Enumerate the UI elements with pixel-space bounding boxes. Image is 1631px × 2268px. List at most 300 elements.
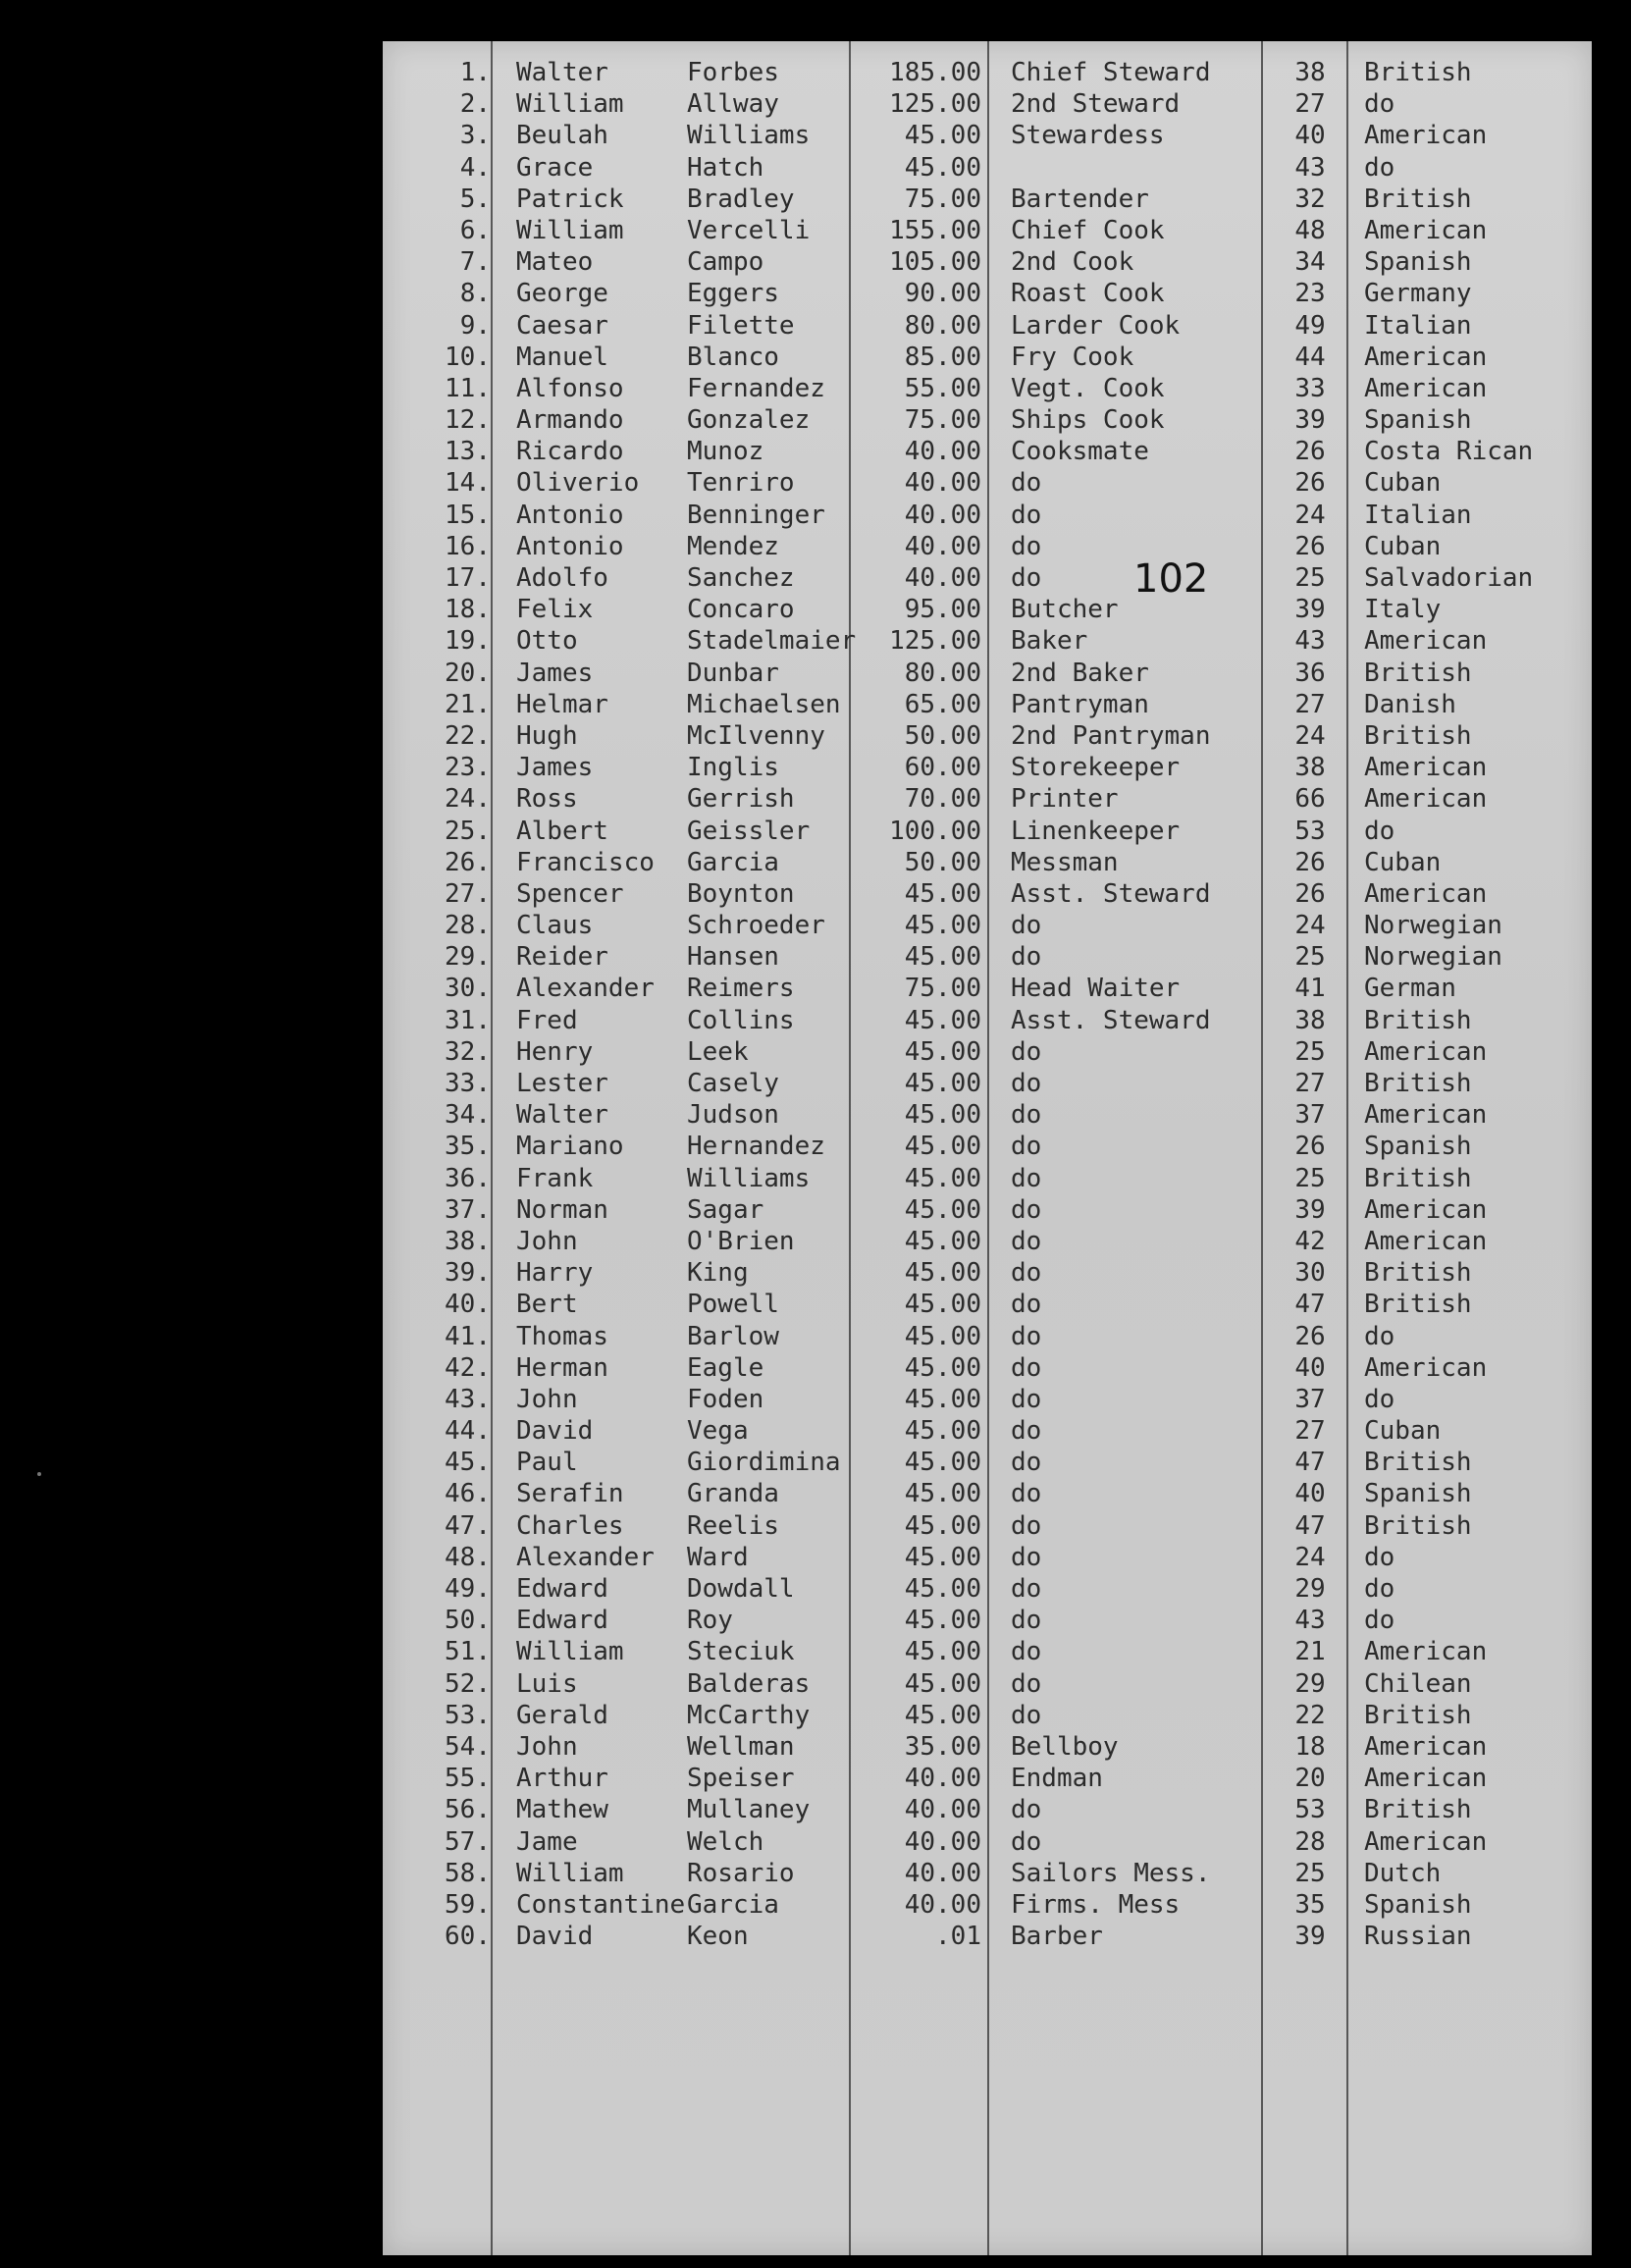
last-name: Allway	[687, 89, 779, 120]
last-name: Williams	[687, 121, 811, 151]
monthly-wage: 45.00	[904, 1321, 981, 1351]
monthly-wage: 80.00	[904, 658, 981, 688]
age: 44	[1294, 342, 1326, 372]
nationality: British	[1364, 1163, 1472, 1193]
position: Messman	[1011, 847, 1119, 877]
nationality: American	[1364, 1826, 1488, 1857]
monthly-wage: 55.00	[904, 373, 981, 403]
last-name: Keon	[687, 1922, 749, 1952]
nationality: American	[1364, 342, 1488, 372]
row-number: 24.	[445, 784, 491, 815]
nationality: American	[1364, 1226, 1488, 1256]
row-number: 46.	[445, 1479, 491, 1509]
position: Endman	[1011, 1764, 1103, 1794]
last-name: Wellman	[687, 1731, 795, 1762]
monthly-wage: 40.00	[904, 563, 981, 593]
last-name: Garcia	[687, 847, 779, 877]
nationality: British	[1364, 658, 1472, 688]
position: do	[1011, 1069, 1042, 1098]
last-name: Collins	[687, 1005, 795, 1035]
nationality: Spanish	[1364, 1479, 1472, 1509]
first-name: Mariano	[516, 1132, 624, 1162]
position: Butcher	[1011, 595, 1119, 625]
age: 43	[1294, 1606, 1326, 1636]
position: do	[1011, 1132, 1042, 1162]
age: 26	[1294, 878, 1326, 909]
table-row	[383, 1605, 1592, 1636]
nationality: Cuban	[1364, 847, 1442, 877]
monthly-wage: 100.00	[889, 816, 981, 846]
first-name: Fred	[516, 1005, 578, 1035]
last-name: Vega	[687, 1416, 749, 1447]
nationality: Cuban	[1364, 531, 1442, 561]
table-row	[383, 246, 1592, 278]
last-name: Hansen	[687, 942, 779, 973]
age: 39	[1294, 1194, 1326, 1225]
last-name: Granda	[687, 1479, 779, 1509]
age: 29	[1294, 1668, 1326, 1699]
row-number: 2.	[459, 89, 491, 120]
row-number: 26.	[445, 847, 491, 877]
last-name: Eagle	[687, 1352, 764, 1383]
table-row	[383, 1700, 1592, 1731]
row-number: 38.	[445, 1226, 491, 1256]
monthly-wage: 45.00	[904, 1226, 981, 1256]
table-row	[383, 1636, 1592, 1667]
age: 26	[1294, 468, 1326, 499]
row-number: 37.	[445, 1194, 491, 1225]
monthly-wage: 105.00	[889, 247, 981, 278]
age: 33	[1294, 373, 1326, 403]
position: Chief Cook	[1011, 215, 1165, 245]
position: do	[1011, 1352, 1042, 1383]
last-name: O'Brien	[687, 1226, 795, 1256]
monthly-wage: 90.00	[904, 279, 981, 309]
monthly-wage: 45.00	[904, 1132, 981, 1162]
last-name: Roy	[687, 1606, 733, 1636]
table-row	[383, 88, 1592, 120]
monthly-wage: 40.00	[904, 531, 981, 561]
position: Head Waiter	[1011, 974, 1181, 1004]
row-number: 8.	[459, 279, 491, 309]
table-row	[383, 752, 1592, 783]
first-name: David	[516, 1922, 594, 1952]
age: 22	[1294, 1700, 1326, 1730]
monthly-wage: 60.00	[904, 753, 981, 783]
last-name: Steciuk	[687, 1637, 795, 1667]
age: 48	[1294, 215, 1326, 245]
first-name: John	[516, 1226, 578, 1256]
last-name: Tenriro	[687, 468, 795, 499]
nationality: Germany	[1364, 279, 1472, 309]
position: do	[1011, 468, 1042, 499]
age: 26	[1294, 847, 1326, 877]
table-row	[383, 1131, 1592, 1162]
age: 53	[1294, 816, 1326, 846]
position: Ships Cook	[1011, 405, 1165, 436]
first-name: Otto	[516, 626, 578, 657]
table-row	[383, 152, 1592, 184]
position: do	[1011, 1194, 1042, 1225]
age: 25	[1294, 942, 1326, 973]
nationality: British	[1364, 1795, 1472, 1825]
row-number: 21.	[445, 689, 491, 719]
last-name: Benninger	[687, 500, 825, 530]
first-name: Edward	[516, 1574, 608, 1604]
monthly-wage: 45.00	[904, 911, 981, 941]
nationality: American	[1364, 626, 1488, 657]
position: do	[1011, 1574, 1042, 1604]
monthly-wage: 40.00	[904, 500, 981, 530]
age: 53	[1294, 1795, 1326, 1825]
monthly-wage: 45.00	[904, 1194, 981, 1225]
monthly-wage: 45.00	[904, 1290, 981, 1320]
table-row	[383, 1226, 1592, 1257]
nationality: Danish	[1364, 689, 1456, 719]
nationality: Cuban	[1364, 1416, 1442, 1447]
monthly-wage: 40.00	[904, 1795, 981, 1825]
nationality: British	[1364, 1448, 1472, 1478]
first-name: Harry	[516, 1258, 594, 1289]
first-name: William	[516, 1858, 624, 1888]
last-name: Williams	[687, 1163, 811, 1193]
position: do	[1011, 1226, 1042, 1256]
monthly-wage: 65.00	[904, 689, 981, 719]
monthly-wage: 45.00	[904, 1574, 981, 1604]
row-number: 4.	[459, 152, 491, 183]
first-name: Mateo	[516, 247, 594, 278]
monthly-wage: 45.00	[904, 1637, 981, 1667]
table-row	[383, 1321, 1592, 1352]
position: Chief Steward	[1011, 58, 1211, 87]
nationality: do	[1364, 1574, 1395, 1604]
nationality: do	[1364, 1542, 1395, 1572]
nationality: British	[1364, 184, 1472, 214]
first-name: Lester	[516, 1069, 608, 1098]
position: do	[1011, 1542, 1042, 1572]
age: 26	[1294, 1321, 1326, 1351]
position: do	[1011, 1606, 1042, 1636]
row-number: 51.	[445, 1637, 491, 1667]
age: 21	[1294, 1637, 1326, 1667]
last-name: Balderas	[687, 1668, 811, 1699]
row-number: 34.	[445, 1100, 491, 1131]
position: Printer	[1011, 784, 1119, 815]
nationality: Spanish	[1364, 1132, 1472, 1162]
age: 35	[1294, 1889, 1326, 1920]
first-name: Bert	[516, 1290, 578, 1320]
last-name: Forbes	[687, 58, 779, 87]
scan-speck	[37, 1472, 41, 1476]
last-name: Gonzalez	[687, 405, 811, 436]
first-name: Ross	[516, 784, 578, 815]
table-row	[383, 783, 1592, 815]
last-name: Hernandez	[687, 1132, 825, 1162]
nationality: British	[1364, 1510, 1472, 1541]
age: 39	[1294, 405, 1326, 436]
age: 34	[1294, 247, 1326, 278]
row-number: 10.	[445, 342, 491, 372]
monthly-wage: 45.00	[904, 1036, 981, 1067]
table-row	[383, 1005, 1592, 1036]
row-number: 27.	[445, 878, 491, 909]
monthly-wage: 125.00	[889, 89, 981, 120]
table-row	[383, 1099, 1592, 1131]
table-row	[383, 436, 1592, 467]
age: 32	[1294, 184, 1326, 214]
age: 39	[1294, 1922, 1326, 1952]
monthly-wage: 185.00	[889, 58, 981, 87]
nationality: Costa Rican	[1364, 437, 1534, 467]
first-name: Manuel	[516, 342, 608, 372]
position: do	[1011, 911, 1042, 941]
table-row	[383, 910, 1592, 941]
table-row	[383, 215, 1592, 246]
table-row	[383, 1794, 1592, 1825]
row-number: 41.	[445, 1321, 491, 1351]
last-name: Michaelsen	[687, 689, 841, 719]
last-name: Campo	[687, 247, 764, 278]
last-name: Eggers	[687, 279, 779, 309]
monthly-wage: 125.00	[889, 626, 981, 657]
row-number: 14.	[445, 468, 491, 499]
first-name: Patrick	[516, 184, 624, 214]
age: 25	[1294, 563, 1326, 593]
table-row	[383, 373, 1592, 404]
first-name: John	[516, 1731, 578, 1762]
first-name: Herman	[516, 1352, 608, 1383]
age: 18	[1294, 1731, 1326, 1762]
first-name: Alfonso	[516, 373, 624, 403]
row-number: 50.	[445, 1606, 491, 1636]
monthly-wage: 40.00	[904, 1889, 981, 1920]
monthly-wage: 35.00	[904, 1731, 981, 1762]
table-row	[383, 1668, 1592, 1700]
nationality: British	[1364, 1700, 1472, 1730]
table-row	[383, 594, 1592, 625]
age: 47	[1294, 1290, 1326, 1320]
row-number: 28.	[445, 911, 491, 941]
last-name: Dowdall	[687, 1574, 795, 1604]
first-name: Grace	[516, 152, 594, 183]
first-name: Reider	[516, 942, 608, 973]
last-name: Welch	[687, 1826, 764, 1857]
last-name: McIlvenny	[687, 720, 825, 751]
age: 47	[1294, 1448, 1326, 1478]
nationality: British	[1364, 1290, 1472, 1320]
last-name: Powell	[687, 1290, 779, 1320]
nationality: Italian	[1364, 500, 1472, 530]
position: do	[1011, 1290, 1042, 1320]
first-name: Arthur	[516, 1764, 608, 1794]
table-row	[383, 720, 1592, 752]
age: 26	[1294, 1132, 1326, 1162]
table-row	[383, 1889, 1592, 1921]
nationality: British	[1364, 1069, 1472, 1098]
first-name: Armando	[516, 405, 624, 436]
last-name: Mendez	[687, 531, 779, 561]
monthly-wage: 45.00	[904, 878, 981, 909]
monthly-wage: 40.00	[904, 468, 981, 499]
table-row	[383, 1036, 1592, 1068]
first-name: Constantine	[516, 1889, 686, 1920]
table-row	[383, 878, 1592, 910]
age: 20	[1294, 1764, 1326, 1794]
first-name: Antonio	[516, 531, 624, 561]
first-name: Spencer	[516, 878, 624, 909]
first-name: Adolfo	[516, 563, 608, 593]
monthly-wage: 70.00	[904, 784, 981, 815]
monthly-wage: .01	[935, 1922, 981, 1952]
row-number: 19.	[445, 626, 491, 657]
table-row	[383, 973, 1592, 1004]
nationality: Norwegian	[1364, 911, 1502, 941]
age: 29	[1294, 1574, 1326, 1604]
nationality: do	[1364, 1606, 1395, 1636]
row-number: 23.	[445, 753, 491, 783]
monthly-wage: 75.00	[904, 184, 981, 214]
last-name: Gerrish	[687, 784, 795, 815]
position: do	[1011, 1416, 1042, 1447]
position: do	[1011, 942, 1042, 973]
table-row	[383, 404, 1592, 436]
monthly-wage: 45.00	[904, 1542, 981, 1572]
last-name: King	[687, 1258, 749, 1289]
age: 41	[1294, 974, 1326, 1004]
first-name: Antonio	[516, 500, 624, 530]
position: 2nd Baker	[1011, 658, 1149, 688]
position: do	[1011, 1321, 1042, 1351]
row-number: 6.	[459, 215, 491, 245]
last-name: Barlow	[687, 1321, 779, 1351]
age: 37	[1294, 1384, 1326, 1414]
nationality: American	[1364, 1036, 1488, 1067]
nationality: do	[1364, 152, 1395, 183]
row-number: 29.	[445, 942, 491, 973]
monthly-wage: 80.00	[904, 310, 981, 341]
age: 26	[1294, 437, 1326, 467]
last-name: Vercelli	[687, 215, 811, 245]
nationality: American	[1364, 373, 1488, 403]
nationality: American	[1364, 121, 1488, 151]
age: 27	[1294, 1416, 1326, 1447]
last-name: Ward	[687, 1542, 749, 1572]
position: do	[1011, 1700, 1042, 1730]
table-row	[383, 1573, 1592, 1605]
table-row	[383, 941, 1592, 973]
last-name: Rosario	[687, 1858, 795, 1888]
row-number: 5.	[459, 184, 491, 214]
monthly-wage: 45.00	[904, 1479, 981, 1509]
nationality: Dutch	[1364, 1858, 1442, 1888]
last-name: McCarthy	[687, 1700, 811, 1730]
last-name: Mullaney	[687, 1795, 811, 1825]
monthly-wage: 75.00	[904, 405, 981, 436]
nationality: American	[1364, 1100, 1488, 1131]
table-row	[383, 1289, 1592, 1320]
nationality: Spanish	[1364, 405, 1472, 436]
nationality: American	[1364, 784, 1488, 815]
row-number: 54.	[445, 1731, 491, 1762]
age: 38	[1294, 1005, 1326, 1035]
last-name: Filette	[687, 310, 795, 341]
nationality: Cuban	[1364, 468, 1442, 499]
row-number: 47.	[445, 1510, 491, 1541]
position: Barber	[1011, 1922, 1103, 1952]
nationality: do	[1364, 1384, 1395, 1414]
position: do	[1011, 1384, 1042, 1414]
position: do	[1011, 531, 1042, 561]
table-row	[383, 1163, 1592, 1194]
monthly-wage: 45.00	[904, 1606, 981, 1636]
table-row	[383, 1510, 1592, 1542]
last-name: Reimers	[687, 974, 795, 1004]
last-name: Casely	[687, 1069, 779, 1098]
nationality: British	[1364, 720, 1472, 751]
table-row	[383, 816, 1592, 847]
table-row	[383, 57, 1592, 88]
position: do	[1011, 1163, 1042, 1193]
first-name: Helmar	[516, 689, 608, 719]
age: 24	[1294, 720, 1326, 751]
last-name: Inglis	[687, 753, 779, 783]
monthly-wage: 45.00	[904, 1448, 981, 1478]
row-number: 11.	[445, 373, 491, 403]
table-row	[383, 1731, 1592, 1763]
nationality: American	[1364, 1352, 1488, 1383]
first-name: Edward	[516, 1606, 608, 1636]
first-name: George	[516, 279, 608, 309]
first-name: William	[516, 89, 624, 120]
position: Larder Cook	[1011, 310, 1181, 341]
monthly-wage: 40.00	[904, 437, 981, 467]
age: 42	[1294, 1226, 1326, 1256]
position: do	[1011, 563, 1042, 593]
monthly-wage: 45.00	[904, 1100, 981, 1131]
table-row	[383, 1352, 1592, 1384]
monthly-wage: 155.00	[889, 215, 981, 245]
row-number: 58.	[445, 1858, 491, 1888]
row-number: 36.	[445, 1163, 491, 1193]
row-number: 55.	[445, 1764, 491, 1794]
table-row	[383, 184, 1592, 215]
last-name: Bradley	[687, 184, 795, 214]
last-name: Speiser	[687, 1764, 795, 1794]
age: 26	[1294, 531, 1326, 561]
first-name: Beulah	[516, 121, 608, 151]
table-row	[383, 467, 1592, 499]
row-number: 15.	[445, 500, 491, 530]
last-name: Judson	[687, 1100, 779, 1131]
row-number: 49.	[445, 1574, 491, 1604]
position: Storekeeper	[1011, 753, 1181, 783]
row-number: 1.	[459, 58, 491, 87]
table-row	[383, 689, 1592, 720]
nationality: do	[1364, 89, 1395, 120]
age: 28	[1294, 1826, 1326, 1857]
nationality: British	[1364, 58, 1472, 87]
monthly-wage: 45.00	[904, 1069, 981, 1098]
age: 25	[1294, 1036, 1326, 1067]
position: Fry Cook	[1011, 342, 1134, 372]
age: 47	[1294, 1510, 1326, 1541]
age: 27	[1294, 689, 1326, 719]
first-name: Francisco	[516, 847, 655, 877]
last-name: Reelis	[687, 1510, 779, 1541]
position: do	[1011, 500, 1042, 530]
first-name: Felix	[516, 595, 594, 625]
table-row	[383, 1257, 1592, 1289]
